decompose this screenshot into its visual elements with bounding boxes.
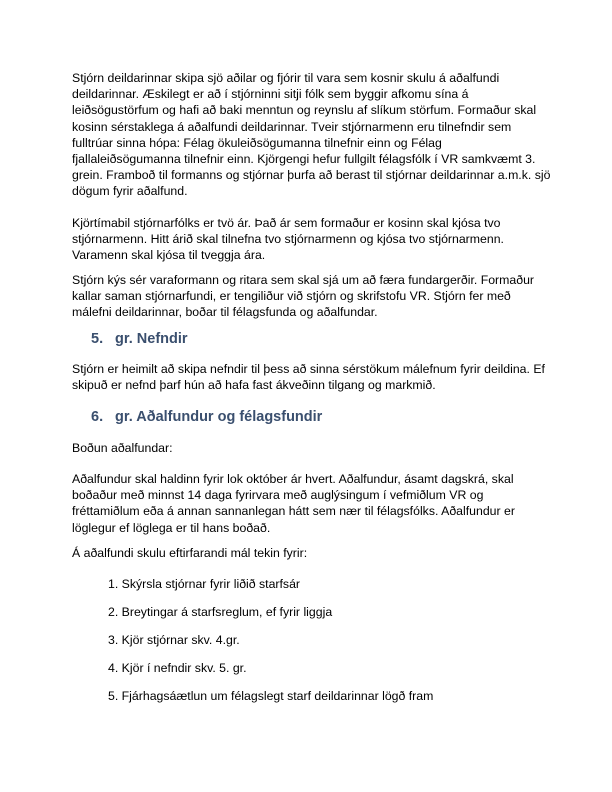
paragraph-board-composition: Stjórn deildarinnar skipa sjö aðilar og fjórir til vara sem kosnir skulu á aðalfundi deildarinnar. Æskilegt er að í stjórninni sitji fólk sem byggir afkomu sína á leiðsögustörfum og hafi að baki menntun og reynslu af slíkum störfum. Formaður skal kosinn sérstaklega á aðalfundi deildarinnar. Tveir stjórnarmenn eru tilnefndir sem fulltrúar sinna hópa: Félag ökuleiðsögumanna tilnefnir einn og Félag fjallaleiðsögumanna tilnefnir einn. Kjörgengi hefur fullgilt félagsfólk í VR samkvæmt 3. grein. Framboð til formanns og stjórnar þurfa að berast til stjórnar deildarinnar a.m.k. sjö dögum fyrir aðalfund. (72, 71, 551, 199)
section-5-title: gr. Nefndir (115, 331, 188, 347)
agenda-item-2: 2. Breytingar á starfsreglum, ef fyrir liggja (108, 605, 333, 619)
agenda-item-5: 5. Fjárhagsáætlun um félagslegt starf deildarinnar lögð fram (108, 689, 434, 703)
paragraph-term-of-office: Kjörtímabil stjórnarfólks er tvö ár. Það ár sem formaður er kosinn skal kjósa tvo stjórnarmenn. Hitt árið skal tilnefna tvo stjórnarmenn og kjósa tvo stjórnarmenn. Varamenn skal kjósa til tveggja ára. (72, 216, 504, 263)
paragraph-committees: Stjórn er heimilt að skipa nefndir til þess að sinna sérstökum málefnum fyrir deildina. Ef skipuð er nefnd þarf hún að hafa fast ákveðinn tilgang og markmið. (72, 362, 545, 393)
section-5-number: 5. (91, 331, 104, 347)
agenda-item-3: 3. Kjör stjórnar skv. 4.gr. (108, 633, 240, 647)
section-6-heading (91, 409, 322, 425)
paragraph-meeting-notice: Aðalfundur skal haldinn fyrir lok október ár hvert. Aðalfundur, ásamt dagskrá, skal boðaður með minnst 14 daga fyrirvara með auglýsingum í vefmiðlum VR og fréttamiðlum eða á annan sannanlegan hátt sem nær til félagsfólks. Aðalfundur er löglegur ef löglega er til hans boðað. (72, 472, 515, 535)
section-6-number: 6. (91, 409, 104, 425)
section-5-heading (91, 331, 188, 347)
paragraph-meeting-notice-label: Boðun aðalfundar: (72, 441, 173, 455)
paragraph-board-roles: Stjórn kýs sér varaformann og ritara sem skal sjá um að færa fundargerðir. Formaður kallar saman stjórnarfundi, er tengiliður við stjórn og skrifstofu VR. Stjórn fer með málefni deildarinnar, boðar til félagsfunda og aðalfundar. (72, 273, 534, 320)
agenda-item-1: 1. Skýrsla stjórnar fyrir liðið starfsár (108, 577, 301, 591)
agenda-item-4: 4. Kjör í nefndir skv. 5. gr. (108, 661, 247, 675)
paragraph-agenda-intro: Á aðalfundi skulu eftirfarandi mál tekin fyrir: (72, 546, 308, 560)
section-6-title: gr. Aðalfundur og félagsfundir (115, 409, 323, 425)
